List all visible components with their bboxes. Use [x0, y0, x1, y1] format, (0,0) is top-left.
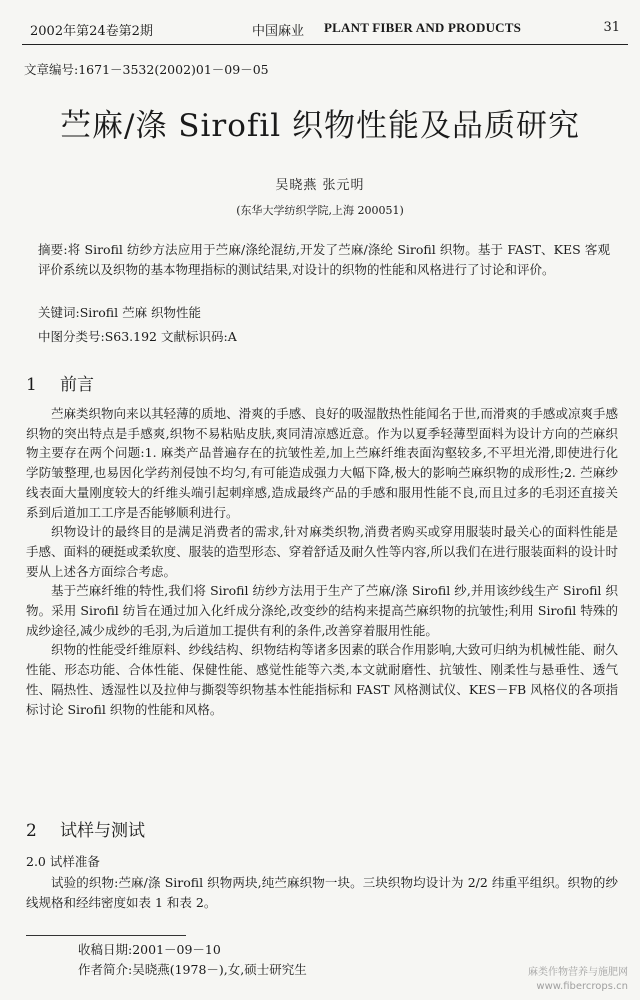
section-1-heading	[26, 370, 94, 395]
subsection-number: 2.0	[26, 854, 46, 869]
watermark-cn: 麻类作物营养与施肥网	[528, 967, 628, 978]
article-number: 文章编号:1671－3532(2002)01－09－05	[24, 62, 269, 77]
header-journal-en: PLANT FIBER AND PRODUCTS	[324, 20, 522, 35]
paper-title: 苎麻/涤 Sirofil 织物性能及品质研究	[59, 108, 581, 144]
paragraph: 织物设计的最终目的是满足消费者的需求,针对麻类织物,消费者购买或穿用服装时最关心的面料性能是手感、面料的硬挺或柔软度、服装的造型形态、穿着舒适及耐久性等内容,所以我们在进行服装面料的设计时要从上述各方面综合考虑。	[26, 524, 618, 579]
received-date: 收稿日期:2001－09－10	[78, 942, 221, 957]
paragraph: 苎麻类织物向来以其轻薄的质地、滑爽的手感、良好的吸湿散热性能闻名于世,而滑爽的手感或凉爽手感织物的突出特点是手感爽,织物不易粘贴皮肤,爽同清凉感近意。作为以夏季轻薄型面料为设计方向的苎麻织物主要存在两个问题:1. 麻类产品普遍存在的抗皱性差,加上苎麻纤维表面沟壑较多,不平坦光滑,即使进行化学防皱整理,也易因化学药剂侵蚀不均匀,有可能造成强力大幅下降,极大的影响苎麻织物的成形性;2. 苎麻纱线表面大量刚度较大的纤维头端引起刺痒感,造成最终产品的手感和服用性能不良,而且过多的毛羽还直接关系到后道加工工序是否能够顺利进行。	[26, 406, 618, 520]
paragraph: 试验的织物:苎麻/涤 Sirofil 织物两块,纯苎麻织物一块。三块织物均设计为 2/2 纬重平组织。织物的纱线规格和经纬密度如表 1 和表 2。	[26, 875, 618, 910]
section-2-number: 2	[26, 821, 37, 841]
paragraph: 基于苎麻纤维的特性,我们将 Sirofil 纺纱方法用于生产了苎麻/涤 Sirofil 纱,并用该纱线生产 Sirofil 织物。采用 Sirofil 纺旨在通过加入化纤成分涤纶,改变纱的结构来提高苎麻织物的抗皱性;利用 Sirofil 特殊的成纱途径,减少成纱的毛羽,为后道加工提供有利的条件,改善穿着服用性能。	[26, 583, 618, 638]
watermark	[528, 966, 628, 994]
paragraph: 织物的性能受纤维原料、纱线结构、织物结构等诸多因素的联合作用影响,大致可归纳为机械性能、耐久性能、形态功能、合体性能、保健性能、感觉性能等六类,本文就耐磨性、抗皱性、刚柔性与悬垂性、透气性、隔热性、透湿性以及拉伸与撕裂等织物基本性能指标和 FAST 风格测试仪、KES－FB 风格仪的各项指标讨论 Sirofil 织物的性能和风格。	[26, 642, 618, 717]
header-journal-cn: 中国麻业	[252, 24, 305, 39]
header-rule	[22, 44, 628, 45]
running-header	[30, 18, 620, 44]
section-1-number: 1	[26, 375, 37, 395]
header-page-number: 31	[603, 20, 620, 35]
subsection-title: 试样准备	[49, 854, 100, 869]
section-2-title: 试样与测试	[60, 821, 145, 841]
header-issue: 2002年第24卷第2期	[30, 24, 153, 39]
section-2-body	[26, 873, 618, 912]
footnote-rule	[26, 935, 186, 936]
section-2-heading	[26, 816, 145, 841]
keywords: 关键词:Sirofil 苎麻 织物性能	[38, 305, 202, 320]
abstract: 摘要:将 Sirofil 纺纱方法应用于苎麻/涤纶混纺,开发了苎麻/涤纶 Sirofil 织物。基于 FAST、KES 客观评价系统以及织物的基本物理指标的测试结果,对设计的织物的性能和风格进行了讨论和评价。	[38, 242, 610, 277]
author-bio: 作者简介:吴晓燕(1978－),女,硕士研究生	[78, 962, 307, 977]
section-1-body	[26, 404, 618, 719]
subsection-heading	[26, 852, 100, 870]
watermark-url: www.fibercrops.cn	[536, 981, 628, 992]
section-1-title: 前言	[60, 375, 94, 395]
paper-authors: 吴晓燕 张元明	[275, 178, 365, 193]
paper-affiliation: (东华大学纺织学院,上海 200051)	[236, 204, 404, 217]
classification-code: 中图分类号:S63.192 文献标识码:A	[38, 329, 237, 344]
